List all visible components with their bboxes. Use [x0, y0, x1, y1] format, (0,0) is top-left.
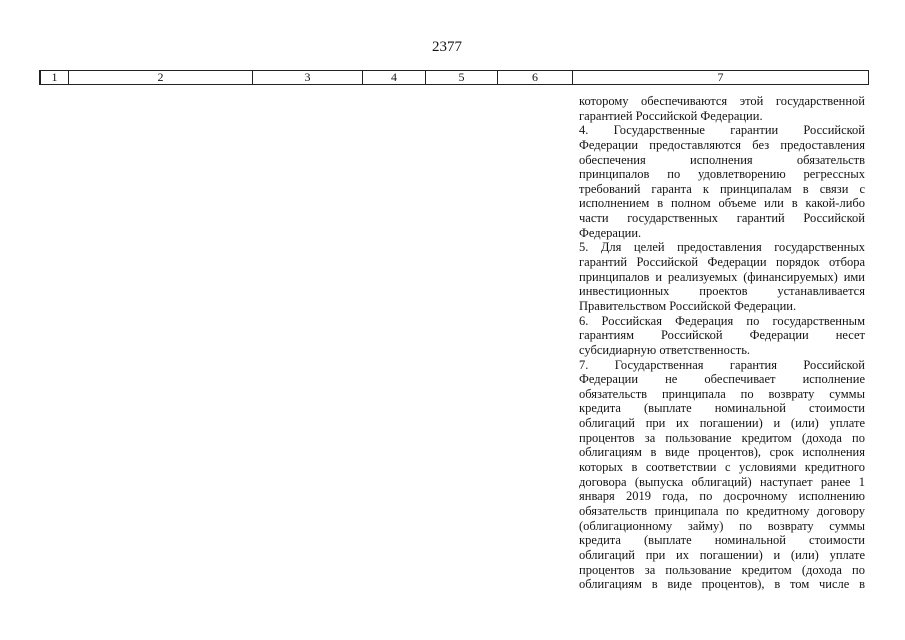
text-line: обязательств принципала по кредитному договору — [579, 503, 865, 518]
header-cell-6: 6 — [498, 71, 573, 84]
text-line: инвестиционных проектов устанавливается — [579, 284, 865, 299]
text-line: принципалов и реализуемых (финансируемых) ими — [579, 269, 865, 284]
text-line: Федерации не обеспечивает исполнение — [579, 372, 865, 387]
text-line: гарантией Российской Федерации. — [579, 108, 763, 123]
paragraph-item-5 — [579, 240, 865, 313]
text-line: облигаций при их погашении) и (или) уплате — [579, 547, 865, 562]
table-header-row — [39, 70, 869, 85]
text-line: процентов за пользование кредитом (дохода по — [579, 562, 865, 577]
header-cell-4: 4 — [363, 71, 426, 84]
header-cell-3: 3 — [253, 71, 363, 84]
header-cell-2: 2 — [69, 71, 253, 84]
text-line: 6. Российская Федерация по государственным — [579, 313, 865, 328]
text-line: принципалов по удовлетворению регрессных — [579, 167, 865, 182]
text-line: которому обеспечиваются этой государственной — [579, 94, 865, 108]
text-line: процентов за пользование кредитом (дохода по — [579, 430, 865, 445]
text-line: кредита (выплате номинальной стоимости — [579, 533, 865, 548]
column-7-text — [579, 94, 865, 592]
text-line: исполнением в полном объеме или в какой-либо — [579, 196, 865, 211]
paragraph-item-7 — [579, 358, 865, 592]
text-line: 5. Для целей предоставления государственных — [579, 240, 865, 255]
text-line: обеспечения исполнения обязательств — [579, 152, 865, 167]
header-cell-7: 7 — [717, 70, 724, 84]
text-line: требований гаранта к принципалам в связи с — [579, 181, 865, 196]
text-line: кредита (выплате номинальной стоимости — [579, 401, 865, 416]
text-line: которых в соответствии с условиями кредитного — [579, 460, 865, 475]
paragraph-continuation — [579, 94, 865, 123]
paragraph-item-4 — [579, 123, 865, 240]
text-line: Федерации предоставляются без предоставления — [579, 137, 865, 152]
text-line: облигаций при их погашении) и (или) уплате — [579, 416, 865, 431]
text-line: гарантий Российской Федерации порядок отбора — [579, 255, 865, 270]
text-line: договора (выпуска облигаций) наступает ранее 1 — [579, 474, 865, 489]
header-cell-1: 1 — [41, 71, 69, 84]
text-line: января 2019 года, по досрочному исполнению — [579, 489, 865, 504]
text-line: 4. Государственные гарантии Российской — [579, 123, 865, 138]
text-line: (облигационному займу) по возврату суммы — [579, 518, 865, 533]
page-number: 2377 — [432, 39, 462, 55]
text-line: гарантиям Российской Федерации несет — [579, 328, 865, 343]
text-line: 7. Государственная гарантия Российской — [579, 357, 865, 372]
paragraph-item-6 — [579, 314, 865, 358]
header-cell-5: 5 — [426, 71, 498, 84]
text-line: облигациям в виде процентов), в том числе в — [579, 577, 865, 592]
text-line: обязательств принципала по возврату суммы — [579, 386, 865, 401]
text-line: Правительством Российской Федерации. — [579, 298, 797, 313]
text-line: Федерации. — [579, 225, 642, 240]
text-line: части государственных гарантий Российской — [579, 211, 865, 226]
text-line: субсидиарную ответственность. — [579, 342, 751, 357]
text-line: облигациям в виде процентов), срок исполнения — [579, 445, 865, 460]
